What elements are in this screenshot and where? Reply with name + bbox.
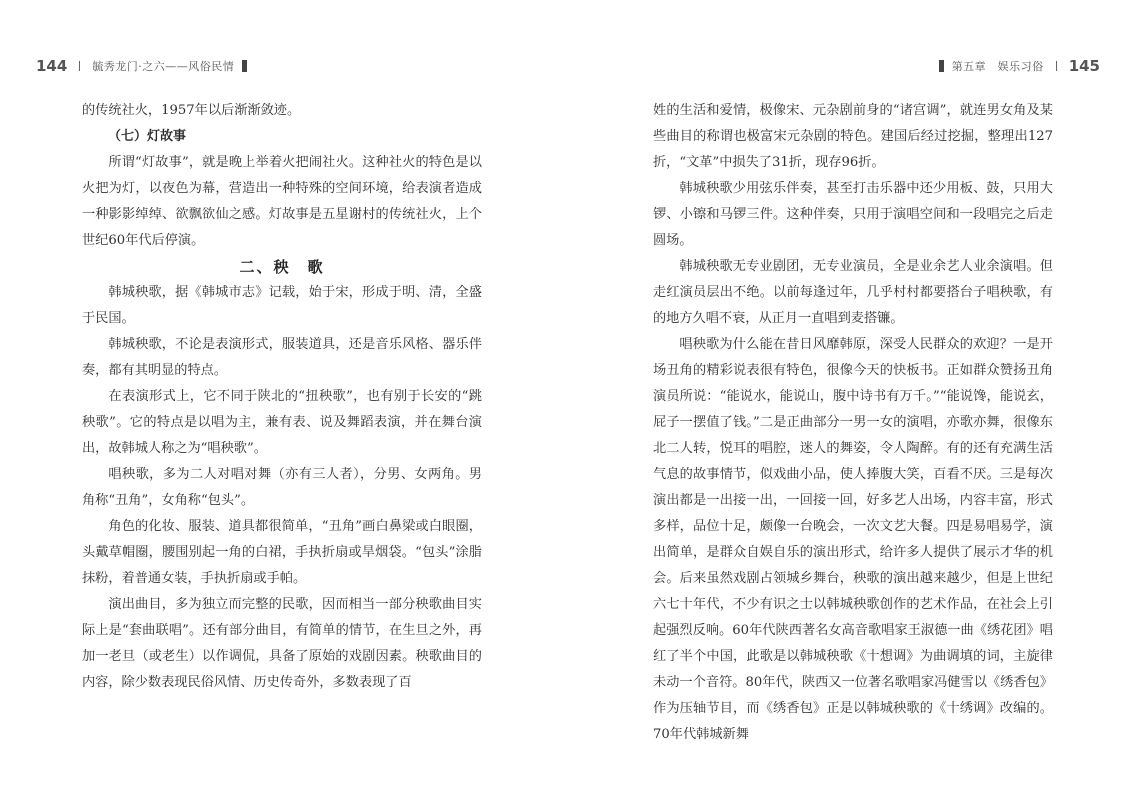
header-marker-icon	[242, 60, 247, 72]
left-running-head: 毓秀龙门·之六——风俗民情	[92, 60, 235, 73]
header-divider	[79, 61, 80, 71]
paragraph: 韩城秧歌，不论是表演形式，服装道具，还是音乐风格、器乐伴奏，都有其明显的特点。	[82, 337, 482, 378]
paragraph: 韩城秧歌无专业剧团，无专业演员，全是业余艺人业余演唱。但走红演员层出不绝。以前每逢过年，几乎村村都要搭台子唱秧歌，有的地方久唱不衰，从正月一直唱到麦搭镰。	[653, 259, 1053, 326]
header-divider	[1056, 61, 1057, 71]
header-marker-icon	[939, 60, 944, 72]
sub-heading: （七）灯故事	[108, 129, 187, 144]
left-page-number: 144	[36, 57, 68, 75]
left-running-header	[36, 55, 255, 77]
paragraph: 韩城秧歌少用弦乐伴奏，甚至打击乐器中还少用板、鼓，只用大锣、小镲和马锣三件。这种伴奏，只用于演唱空间和一段唱完之后走圆场。	[653, 181, 1053, 248]
paragraph: 演出曲目，多为独立而完整的民歌，因而相当一部分秧歌曲目实际上是“套曲联唱”。还有部分曲目，有简单的情节，在生旦之外，再加一老旦（或老生）以作调侃，具备了原始的戏剧因素。秧歌曲目的内容，除少数表现民俗风情、历史传奇外，多数表现了百	[82, 597, 482, 690]
paragraph: 角色的化妆、服装、道具都很简单，“丑角”画白鼻梁或白眼圈，头戴草帽圈，腰围别起一角的白裙，手执折扇或旱烟袋。“包头”涂脂抹粉，着普通女装，手执折扇或手帕。	[82, 519, 482, 586]
left-page-body	[82, 98, 482, 696]
section-heading: 二、秧 歌	[239, 258, 325, 276]
paragraph: 姓的生活和爱情，极像宋、元杂剧前身的“诸宫调”，就连男女角及某些曲目的称谓也极富宋元杂剧的特色。建国后经过挖掘，整理出127折，“文革”中损失了31折，现存96折。	[653, 103, 1053, 170]
right-page-body	[653, 98, 1053, 748]
paragraph: 唱秧歌，多为二人对唱对舞（亦有三人者），分男、女两角。男角称“丑角”，女角称“包头”。	[82, 467, 482, 508]
right-running-head: 第五章 娱乐习俗	[951, 60, 1044, 73]
paragraph: 所谓“灯故事”，就是晚上举着火把闹社火。这种社火的特色是以火把为灯，以夜色为幕，营造出一种特殊的空间环境，给表演者造成一种影影绰绰、欲飘欲仙之感。灯故事是五星谢村的传统社火，上个世纪60年代后停演。	[82, 155, 482, 248]
paragraph: 韩城秧歌，据《韩城市志》记载，始于宋，形成于明、清，全盛于民国。	[82, 285, 482, 326]
paragraph: 在表演形式上，它不同于陕北的“扭秧歌”，也有别于长安的“跳秧歌”。它的特点是以唱为主，兼有表、说及舞蹈表演，并在舞台演出，故韩城人称之为“唱秧歌”。	[82, 389, 482, 456]
right-running-header	[931, 55, 1100, 77]
paragraph: 的传统社火，1957年以后渐渐敛迹。	[82, 103, 301, 118]
paragraph: 唱秧歌为什么能在昔日风靡韩原，深受人民群众的欢迎？一是开场丑角的精彩说表很有特色，很像今天的快板书。正如群众赞扬丑角演员所说：“能说水，能说山，腹中诗书有万千。”“能说馋，能说玄，屁子一摆值了钱。”二是正曲部分一男一女的演唱，亦歌亦舞，很像东北二人转，悦耳的唱腔，迷人的舞姿，令人陶醉。有的还有充满生活气息的故事情节，似戏曲小品，使人捧腹大笑，百看不厌。三是每次演出都是一出接一出，一回接一回，好多艺人出场，内容丰富，形式多样，品位十足，颇像一台晚会，一次文艺大餐。四是易唱易学，演出简单，是群众自娱自乐的演出形式，给许多人提供了展示才华的机会。后来虽然戏剧占领城乡舞台，秧歌的演出越来越少，但是上世纪六七十年代，不少有识之士以韩城秧歌创作的艺术作品，在社会上引起强烈反响。60年代陕西著名女高音歌唱家王淑德一曲《绣花团》唱红了半个中国，此歌是以韩城秧歌《十想调》为曲调填的词，主旋律未动一个音符。80年代，陕西又一位著名歌唱家冯健雪以《绣香包》作为压轴节目，而《绣香包》正是以韩城秧歌的《十绣调》改编的。70年代韩城新舞	[653, 337, 1053, 742]
right-page-number: 145	[1068, 57, 1100, 75]
